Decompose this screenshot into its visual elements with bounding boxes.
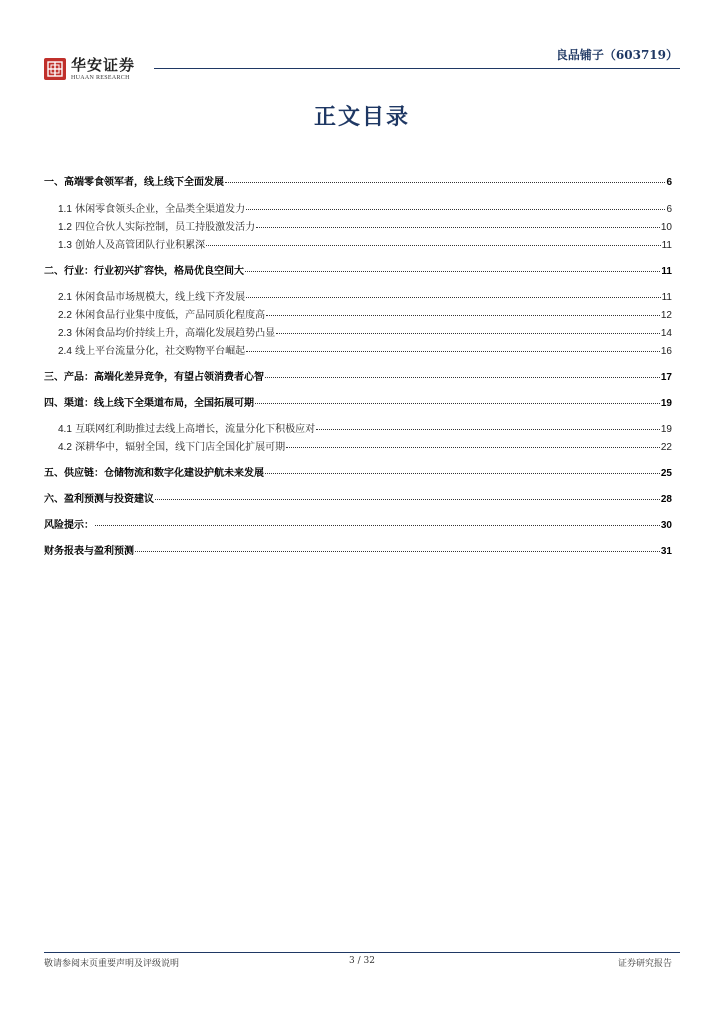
toc-entry-page: 6 — [666, 204, 672, 215]
toc-entry-page: 14 — [660, 328, 672, 339]
toc-entry-page: 6 — [666, 177, 672, 188]
toc-entry-title — [44, 542, 134, 557]
toc-leader-dots — [316, 429, 660, 430]
toc-entry-title — [58, 288, 245, 303]
page-number: 3 / 32 — [349, 956, 375, 966]
toc-leader-dots — [265, 473, 660, 474]
toc-entry-title — [58, 342, 245, 357]
report-type: 证券研究报告 — [617, 959, 672, 969]
logo-chinese-name: 华安证券 — [71, 56, 136, 74]
toc-entry-number: 2.3 — [58, 328, 72, 339]
toc-entry-text: 一、高端零食领军者，线上线下全面发展 — [44, 177, 224, 188]
toc-entry-text: 五、供应链：仓储物流和数字化建设护航未来发展 — [44, 468, 264, 479]
toc-entry-number: 1.3 — [58, 240, 72, 251]
toc-entry-title — [44, 262, 244, 277]
toc-entry-page: 30 — [660, 520, 672, 531]
toc-entry-page: 16 — [660, 346, 672, 357]
toc-entry[interactable] — [44, 368, 672, 386]
toc-entry-number: 1.2 — [58, 222, 72, 233]
page-title: 正文目录 — [313, 104, 410, 130]
toc-entry-title — [58, 306, 265, 321]
toc-entry-text: 深耕华中，辐射全国，线下门店全国化扩展可期 — [75, 442, 286, 453]
toc-entry-text: 休闲食品市场规模大，线上线下齐发展 — [75, 292, 246, 303]
toc-entry-title — [58, 236, 205, 251]
toc-entry-text: 风险提示： — [44, 520, 94, 531]
toc-entry-text: 三、产品：高端化差异竞争，有望占领消费者心智 — [44, 372, 264, 383]
toc-entry-page: 10 — [660, 222, 672, 233]
toc-entry[interactable] — [44, 464, 672, 482]
toc-entry-title — [58, 324, 275, 339]
toc-entry[interactable] — [44, 438, 672, 456]
company-logo — [44, 58, 135, 82]
toc-entry-page: 12 — [660, 310, 672, 321]
toc-entry[interactable] — [44, 516, 672, 534]
toc-entry-text: 财务报表与盈利预测 — [44, 546, 134, 557]
toc-entry-number: 2.1 — [58, 292, 72, 303]
page-footer — [44, 956, 680, 970]
header-divider — [154, 68, 680, 69]
toc-entry[interactable] — [44, 262, 672, 280]
toc-entry[interactable] — [44, 306, 672, 324]
toc-leader-dots — [265, 377, 660, 378]
toc-entry-page: 19 — [660, 398, 672, 409]
toc-entry-title — [58, 218, 255, 233]
toc-entry-page: 11 — [661, 266, 672, 277]
toc-entry-title — [44, 464, 264, 479]
toc-entry-title — [44, 394, 254, 409]
toc-entry[interactable] — [44, 324, 672, 342]
toc-leader-dots — [276, 333, 660, 334]
toc-entry-page: 31 — [660, 546, 672, 557]
toc-entry-title — [44, 490, 154, 505]
toc-entry[interactable] — [44, 236, 672, 254]
toc-entry[interactable] — [44, 200, 672, 218]
table-of-contents — [44, 173, 672, 560]
toc-entry-text: 线上平台流量分化，社交购物平台崛起 — [75, 346, 246, 357]
toc-entry-number: 2.2 — [58, 310, 72, 321]
toc-leader-dots — [256, 227, 660, 228]
toc-leader-dots — [95, 525, 660, 526]
toc-entry-text: 互联网红利助推过去线上高增长，流量分化下积极应对 — [75, 424, 316, 435]
toc-entry-number: 2.4 — [58, 346, 72, 357]
toc-entry-text: 六、盈利预测与投资建议 — [44, 494, 154, 505]
toc-entry-text: 休闲食品均价持续上升，高端化发展趋势凸显 — [75, 328, 276, 339]
toc-entry[interactable] — [44, 420, 672, 438]
toc-entry[interactable] — [44, 173, 672, 191]
toc-leader-dots — [155, 499, 660, 500]
toc-entry-page: 22 — [660, 442, 672, 453]
toc-entry-number: 4.1 — [58, 424, 72, 435]
toc-entry-text: 二、行业：行业初兴扩容快，格局优良空间大 — [44, 266, 244, 277]
toc-entry[interactable] — [44, 542, 672, 560]
toc-entry-text: 四位合伙人实际控制，员工持股激发活力 — [75, 222, 256, 233]
toc-entry-title — [58, 420, 315, 435]
toc-leader-dots — [266, 315, 660, 316]
toc-leader-dots — [246, 351, 660, 352]
toc-entry[interactable] — [44, 218, 672, 236]
toc-entry-page: 17 — [660, 372, 672, 383]
toc-entry-text: 休闲食品行业集中度低，产品同质化程度高 — [75, 310, 266, 321]
toc-leader-dots — [246, 209, 665, 210]
toc-entry[interactable] — [44, 342, 672, 360]
seal-icon — [44, 58, 66, 80]
toc-leader-dots — [135, 551, 660, 552]
toc-entry-title — [58, 200, 245, 215]
toc-leader-dots — [255, 403, 660, 404]
toc-entry-title — [44, 368, 264, 383]
toc-entry-number: 1.1 — [58, 204, 72, 215]
stock-name: 良品铺子（603719） — [555, 48, 678, 62]
toc-entry-title — [44, 516, 94, 531]
toc-entry-number: 4.2 — [58, 442, 72, 453]
toc-entry-page: 19 — [660, 424, 672, 435]
toc-entry-page: 28 — [660, 494, 672, 505]
toc-leader-dots — [246, 297, 661, 298]
toc-entry[interactable] — [44, 490, 672, 508]
toc-leader-dots — [286, 447, 660, 448]
logo-english-name: HUAAN RESEARCH — [71, 75, 130, 81]
toc-entry-text: 创始人及高管团队行业积累深 — [75, 240, 206, 251]
toc-leader-dots — [225, 182, 665, 183]
toc-entry-text: 四、渠道：线上线下全渠道布局，全国拓展可期 — [44, 398, 254, 409]
toc-entry-title — [58, 438, 285, 453]
toc-entry[interactable] — [44, 288, 672, 306]
toc-entry-page: 11 — [661, 292, 672, 303]
toc-entry-page: 11 — [661, 240, 672, 251]
toc-leader-dots — [206, 245, 661, 246]
toc-leader-dots — [245, 271, 660, 272]
toc-entry[interactable] — [44, 394, 672, 412]
toc-entry-page: 25 — [660, 468, 672, 479]
footer-disclaimer: 敬请参阅末页重要声明及评级说明 — [44, 959, 180, 969]
toc-entry-text: 休闲零食领头企业，全品类全渠道发力 — [75, 204, 246, 215]
toc-entry-title — [44, 173, 224, 188]
footer-divider — [44, 952, 680, 953]
page-header — [44, 46, 680, 86]
